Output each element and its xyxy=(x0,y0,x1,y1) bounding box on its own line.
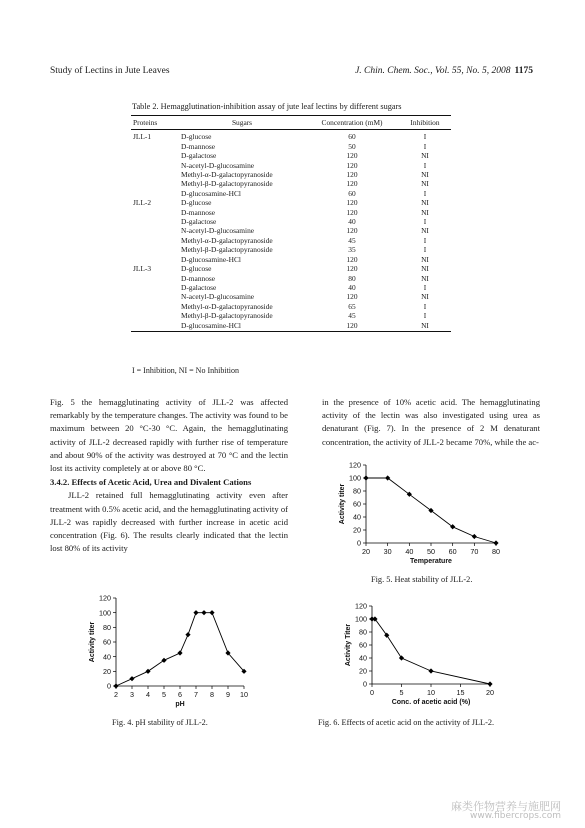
cell-protein xyxy=(131,245,179,254)
x-tick-label: 60 xyxy=(448,547,457,556)
y-tick-label: 120 xyxy=(99,593,111,603)
hemagglutination-table xyxy=(131,115,451,332)
table-row xyxy=(131,255,451,264)
y-tick-label: 0 xyxy=(107,681,111,691)
cell-protein xyxy=(131,208,179,217)
y-tick-label: 80 xyxy=(359,627,367,637)
cell-sugar: Methyl-α-D-galactopyranoside xyxy=(181,235,273,245)
x-tick-label: 50 xyxy=(427,547,435,556)
cell-inhibition: I xyxy=(423,160,427,170)
left-column-text xyxy=(50,396,288,555)
cell-concentration: 120 xyxy=(346,198,358,208)
y-tick-label: 80 xyxy=(103,622,111,632)
running-header-journal xyxy=(355,66,533,76)
cell-inhibition: I xyxy=(423,141,427,151)
cell-concentration: 120 xyxy=(346,207,358,217)
cell-concentration: 120 xyxy=(346,226,358,236)
y-tick-label: 60 xyxy=(353,499,361,509)
x-tick-label: 20 xyxy=(362,547,370,556)
cell-concentration: 40 xyxy=(348,282,356,292)
fig5-heat-stability-chart xyxy=(330,458,510,566)
cell-concentration: 120 xyxy=(346,264,358,274)
cell-sugar: N-acetyl-D-glucosamine xyxy=(181,160,255,170)
data-point-marker xyxy=(161,658,166,663)
x-tick-label: 5 xyxy=(399,688,404,697)
cell-protein xyxy=(131,161,179,170)
section-heading: 3.4.2. Effects of Acetic Acid, Urea and Divalent Cations xyxy=(50,477,252,488)
x-axis-label: Conc. of acetic acid (%) xyxy=(391,699,471,706)
cell-concentration: 60 xyxy=(348,132,356,142)
cell-sugar: D-galactose xyxy=(181,217,217,227)
cell-protein xyxy=(131,226,179,235)
data-point-marker xyxy=(193,610,198,615)
x-tick-label: 6 xyxy=(178,690,182,699)
y-tick-label: 120 xyxy=(349,460,361,470)
header-inhibition: Inhibition xyxy=(399,116,451,130)
cell-concentration: 50 xyxy=(348,141,356,151)
cell-inhibition: NI xyxy=(421,264,429,274)
table-body xyxy=(131,130,451,332)
cell-concentration: 80 xyxy=(348,273,356,283)
x-tick-label: 7 xyxy=(194,690,198,699)
cell-sugar: N-acetyl-D-glucosamine xyxy=(181,226,255,236)
cell-protein xyxy=(131,189,179,198)
fig5-caption: Fig. 5. Heat stability of JLL-2. xyxy=(371,575,473,584)
data-point-marker xyxy=(209,610,214,615)
x-tick-label: 40 xyxy=(405,547,414,556)
x-tick-label: 80 xyxy=(492,547,500,556)
data-point-marker xyxy=(472,534,477,539)
cell-inhibition: I xyxy=(423,282,427,292)
data-point-marker xyxy=(363,475,368,480)
cell-concentration: 120 xyxy=(346,292,358,302)
cell-protein xyxy=(131,321,179,332)
cell-concentration: 120 xyxy=(346,170,358,180)
cell-protein: JLL-3 xyxy=(133,264,152,274)
cell-protein xyxy=(131,236,179,245)
table-caption: Table 2. Hemagglutination-inhibition assay of jute leaf lectins by different sugars xyxy=(132,102,402,111)
data-point-marker xyxy=(493,540,498,545)
y-tick-label: 40 xyxy=(103,652,111,662)
cell-sugar: D-mannose xyxy=(181,141,216,151)
x-tick-label: 3 xyxy=(130,690,134,699)
cell-sugar: D-galactose xyxy=(181,151,217,161)
table-row xyxy=(131,311,451,320)
table-row xyxy=(131,208,451,217)
cell-concentration: 40 xyxy=(348,217,356,227)
cell-concentration: 45 xyxy=(348,311,356,321)
y-tick-label: 80 xyxy=(353,486,361,496)
cell-inhibition: I xyxy=(423,245,427,255)
y-axis-label: Activity Titer xyxy=(345,623,352,667)
x-tick-label: 70 xyxy=(470,547,479,556)
x-axis-label: pH xyxy=(175,701,185,708)
header-concentration: Concentration (mM) xyxy=(305,116,399,130)
running-header-title: Study of Lectins in Jute Leaves xyxy=(50,66,170,76)
cell-concentration: 35 xyxy=(348,245,356,255)
cell-inhibition: I xyxy=(423,301,427,311)
cell-concentration: 120 xyxy=(346,160,358,170)
fig6-caption: Fig. 6. Effects of acetic acid on the activity of JLL-2. xyxy=(318,718,495,727)
table-row xyxy=(131,142,451,151)
table-row xyxy=(131,292,451,301)
y-axis-label: Activity titer xyxy=(339,483,346,525)
table-row xyxy=(131,189,451,198)
y-tick-label: 100 xyxy=(349,473,361,483)
table-row xyxy=(131,236,451,245)
x-axis-label: Temperature xyxy=(410,558,452,565)
table-row xyxy=(131,161,451,170)
cell-protein xyxy=(131,217,179,226)
cell-inhibition: NI xyxy=(421,179,429,189)
cell-protein xyxy=(131,255,179,264)
cell-inhibition: NI xyxy=(421,292,429,302)
fig6-acetic-acid-chart xyxy=(334,598,504,712)
cell-protein xyxy=(131,179,179,188)
cell-concentration: 120 xyxy=(346,151,358,161)
cell-inhibition: NI xyxy=(421,226,429,236)
x-tick-label: 2 xyxy=(114,690,118,699)
y-tick-label: 60 xyxy=(359,640,367,650)
y-tick-label: 0 xyxy=(357,538,361,548)
cell-inhibition: NI xyxy=(421,273,429,283)
cell-protein xyxy=(131,151,179,160)
x-tick-label: 0 xyxy=(370,688,374,697)
cell-inhibition: NI xyxy=(421,170,429,180)
cell-sugar: D-glucosamine-HCl xyxy=(181,188,241,198)
table-row xyxy=(131,179,451,188)
cell-inhibition: NI xyxy=(399,321,451,332)
cell-protein: JLL-1 xyxy=(133,132,152,142)
cell-sugar: Methyl-β-D-galactopyranoside xyxy=(181,179,273,189)
watermark-url: www.fibercrops.com xyxy=(470,811,561,821)
x-tick-label: 8 xyxy=(210,690,214,699)
right-column-text xyxy=(322,396,540,449)
table-row xyxy=(131,198,451,207)
cell-concentration: 120 xyxy=(346,254,358,264)
cell-sugar: D-galactose xyxy=(181,282,217,292)
y-tick-label: 100 xyxy=(355,614,367,624)
header-sugars: Sugars xyxy=(179,116,305,130)
table-row xyxy=(131,130,451,142)
cell-inhibition: I xyxy=(423,311,427,321)
cell-concentration: 120 xyxy=(305,321,399,332)
data-point-marker xyxy=(113,683,118,688)
data-point-marker xyxy=(129,676,134,681)
cell-protein xyxy=(131,142,179,151)
watermark-site-name: 麻类作物营养与施肥网 xyxy=(451,800,561,813)
paragraph-acetic: JLL-2 retained full hemagglutinating activity even after treatment with 0.5% acetic acid, and the hemagglutinating activity of JLL-2 was rapidly decreased with further increase in acetic acid concentration (Fig. 6). The results clearly indicated that the lectin lost 80% of its activity xyxy=(50,490,288,554)
table-row xyxy=(131,226,451,235)
table-row xyxy=(131,170,451,179)
cell-protein xyxy=(131,302,179,311)
y-tick-label: 40 xyxy=(353,512,361,522)
y-axis-label: Activity titer xyxy=(89,621,96,663)
cell-sugar: Methyl-α-D-galactopyranoside xyxy=(181,170,273,180)
table-row xyxy=(131,274,451,283)
cell-inhibition: NI xyxy=(421,254,429,264)
cell-concentration: 60 xyxy=(348,188,356,198)
journal-citation: J. Chin. Chem. Soc., Vol. 55, No. 5, 2008 xyxy=(355,66,511,76)
cell-sugar: Methyl-β-D-galactopyranoside xyxy=(181,245,273,255)
table-row xyxy=(131,151,451,160)
cell-inhibition: NI xyxy=(421,198,429,208)
data-point-marker xyxy=(428,668,433,673)
cell-concentration: 120 xyxy=(346,179,358,189)
cell-sugar: D-glucosamine-HCl xyxy=(179,321,305,332)
y-tick-label: 20 xyxy=(359,666,367,676)
fig4-ph-stability-chart xyxy=(76,590,256,708)
y-tick-label: 60 xyxy=(103,637,111,647)
cell-inhibition: NI xyxy=(421,151,429,161)
cell-concentration: 45 xyxy=(348,235,356,245)
series-line xyxy=(372,619,490,684)
x-tick-label: 5 xyxy=(162,690,166,699)
x-tick-label: 20 xyxy=(486,688,494,697)
y-tick-label: 100 xyxy=(99,608,111,618)
table-row xyxy=(131,217,451,226)
cell-protein xyxy=(131,311,179,320)
cell-inhibition: I xyxy=(423,235,427,245)
cell-sugar: D-glucose xyxy=(181,132,212,142)
y-tick-label: 40 xyxy=(359,653,367,663)
fig4-caption: Fig. 4. pH stability of JLL-2. xyxy=(112,718,208,727)
cell-inhibition: NI xyxy=(421,207,429,217)
cell-protein xyxy=(131,274,179,283)
table-row xyxy=(131,245,451,254)
table-row xyxy=(131,302,451,311)
data-point-marker xyxy=(177,650,182,655)
paragraph-heat: Fig. 5 the hemagglutinating activity of JLL-2 was affected remarkably by the temperature changes. The activity was found to be maximum between 20 °C-30 °C. Again, the hemagglutinating activity of JLL-2 decreased rapidly with further rise of temperature and about 90% of the activity was destroyed at 70 °C and the lectin lost its activity completely at or above 80 °C. xyxy=(50,397,288,474)
y-tick-label: 0 xyxy=(363,679,367,689)
cell-sugar: D-glucosamine-HCl xyxy=(181,254,241,264)
cell-protein xyxy=(131,170,179,179)
cell-sugar: Methyl-α-D-galactopyranoside xyxy=(181,301,273,311)
cell-inhibition: I xyxy=(423,132,427,142)
x-tick-label: 10 xyxy=(427,688,435,697)
table-row xyxy=(131,283,451,292)
table-row xyxy=(131,321,451,332)
series-line xyxy=(116,613,244,686)
data-point-marker xyxy=(487,681,492,686)
x-tick-label: 30 xyxy=(383,547,392,556)
table-header-row xyxy=(131,116,451,130)
cell-protein xyxy=(131,292,179,301)
x-tick-label: 15 xyxy=(456,688,465,697)
cell-sugar: N-acetyl-D-glucosamine xyxy=(181,292,255,302)
y-tick-label: 20 xyxy=(353,525,361,535)
cell-inhibition: I xyxy=(423,217,427,227)
page-number: 1175 xyxy=(514,66,533,76)
data-point-marker xyxy=(399,655,404,660)
cell-protein xyxy=(131,283,179,292)
x-tick-label: 4 xyxy=(146,690,150,699)
x-tick-label: 9 xyxy=(226,690,230,699)
cell-protein: JLL-2 xyxy=(133,198,152,208)
cell-sugar: D-glucose xyxy=(181,264,212,274)
cell-sugar: Methyl-β-D-galactopyranoside xyxy=(181,311,273,321)
cell-sugar: D-mannose xyxy=(181,207,216,217)
cell-sugar: D-mannose xyxy=(181,273,216,283)
cell-concentration: 65 xyxy=(348,301,356,311)
table-footnote: I = Inhibition, NI = No Inhibition xyxy=(132,366,240,375)
data-point-marker xyxy=(185,632,190,637)
x-tick-label: 10 xyxy=(240,690,248,699)
cell-sugar: D-glucose xyxy=(181,198,212,208)
cell-inhibition: I xyxy=(423,188,427,198)
header-proteins: Proteins xyxy=(131,116,179,130)
table-row xyxy=(131,264,451,273)
data-point-marker xyxy=(201,610,206,615)
y-tick-label: 20 xyxy=(103,666,111,676)
y-tick-label: 120 xyxy=(355,601,367,611)
paragraph-urea: in the presence of 10% acetic acid. The hemagglutinating activity of the lectin was also investigated using urea as denaturant (Fig. 7). In the presence of 2 M denaturant concentration, the activity of JLL-2 became 70%, while the ac- xyxy=(322,397,540,447)
